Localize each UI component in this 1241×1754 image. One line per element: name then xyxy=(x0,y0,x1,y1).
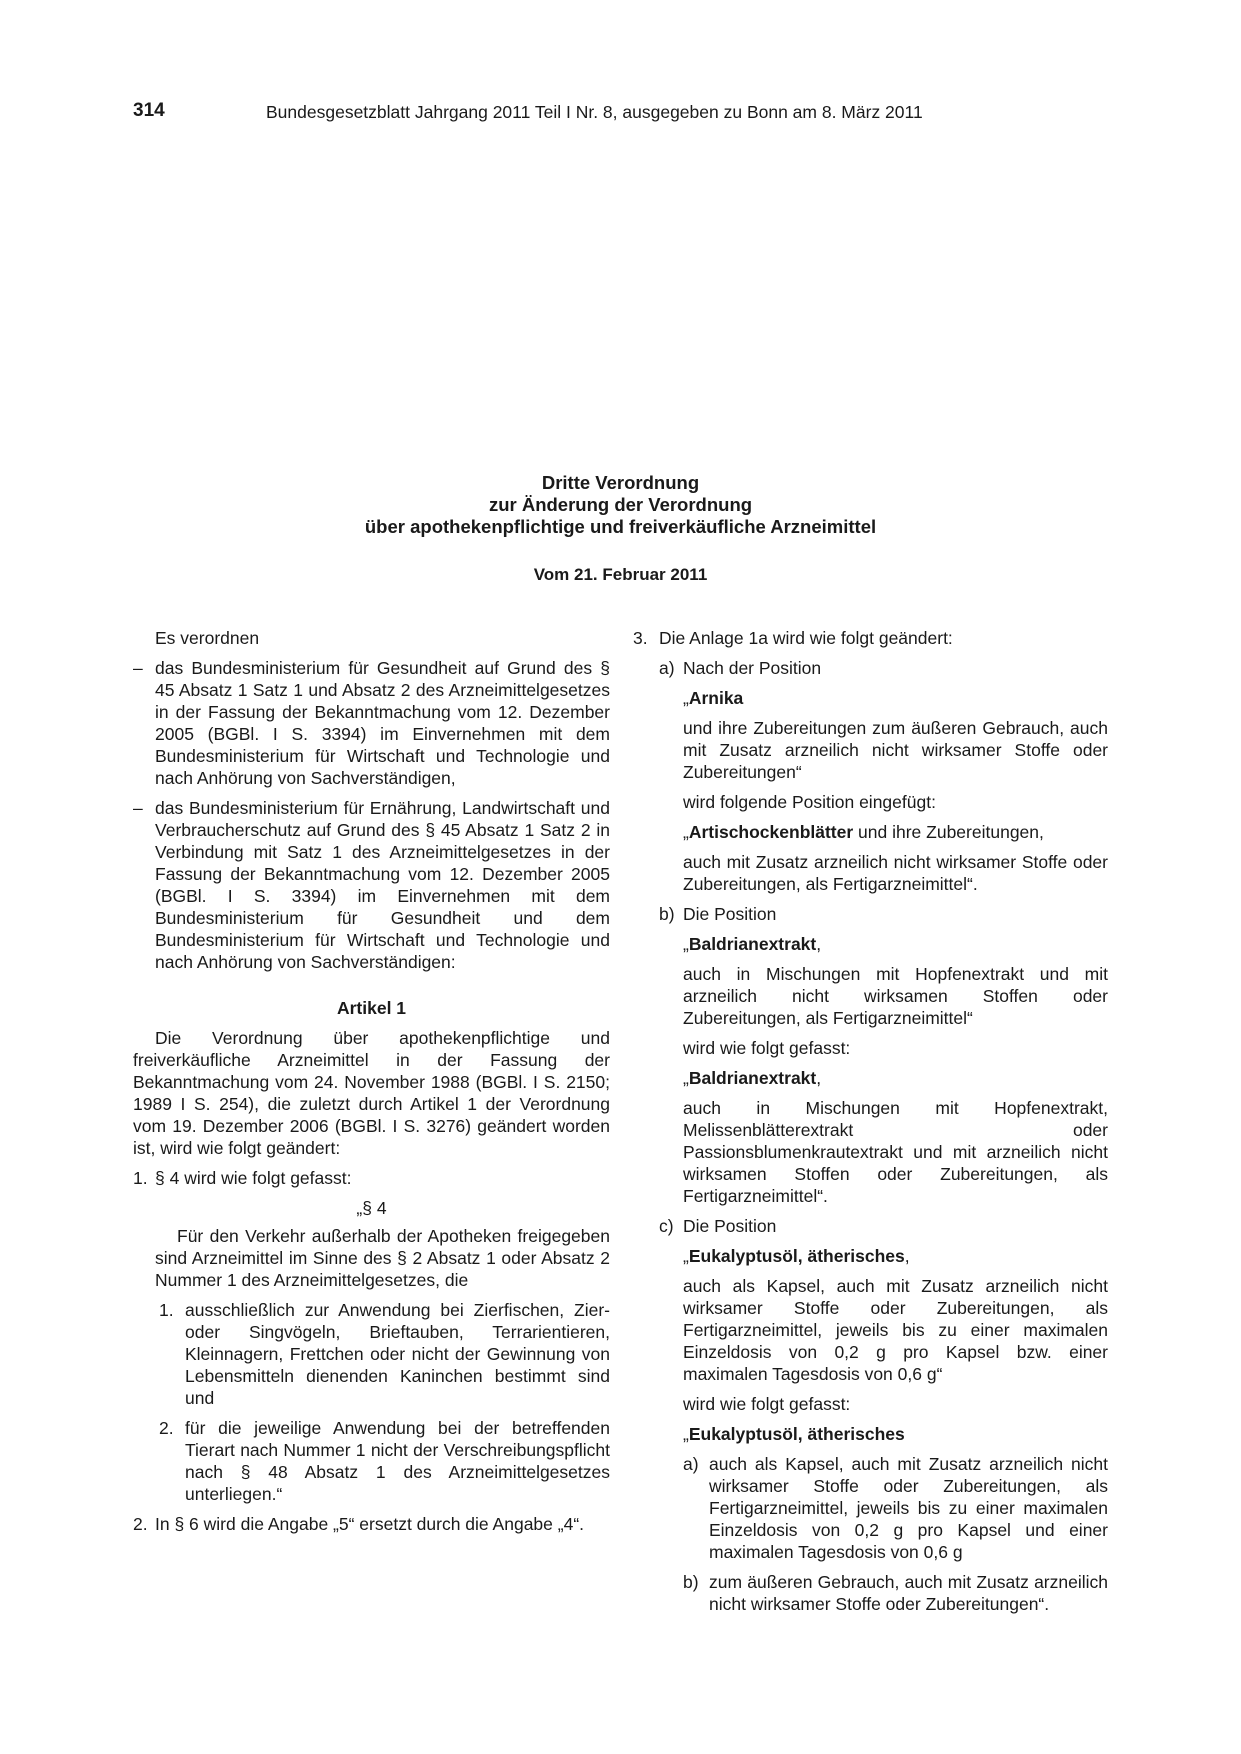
position-heading xyxy=(633,821,1108,843)
item-text: für die jeweilige Anwendung bei der betreffenden Tierart nach Nummer 1 nicht der Verschreibungspflicht nach § 48 Absatz 1 des Arzneimittelgesetzes unterliegen.“ xyxy=(185,1418,610,1504)
position-text: auch mit Zusatz arzneilich nicht wirksamer Stoffe oder Zubereitungen, als Fertigarzneimittel“. xyxy=(683,852,1108,894)
list-item xyxy=(133,797,610,973)
position-heading-rest: und ihre Zubereitungen, xyxy=(853,822,1044,842)
position-heading xyxy=(633,1245,1108,1267)
item-text: Nach der Position xyxy=(683,658,822,678)
position-text: und ihre Zubereitungen zum äußeren Gebrauch, auch mit Zusatz arzneilich nicht wirksamer Stoffe oder Zubereitungen“ xyxy=(683,718,1108,782)
list-item xyxy=(133,1299,610,1409)
instruction-text: wird folgende Position eingefügt: xyxy=(683,792,936,812)
item-letter: a) xyxy=(659,658,675,678)
quote-mark: „ xyxy=(683,688,689,708)
item-text: Die Position xyxy=(683,904,777,924)
item-text: § 4 wird wie folgt gefasst: xyxy=(155,1168,352,1188)
list-item xyxy=(133,1417,610,1505)
item-number: 2. xyxy=(159,1418,174,1438)
paragraph-text: Für den Verkehr außerhalb der Apotheken freigegeben sind Arzneimittel im Sinne des § 2 Absatz 1 oder Absatz 2 Nummer 1 des Arzneimittelgesetzes, die xyxy=(155,1226,610,1290)
instruction-text: wird wie folgt gefasst: xyxy=(683,1394,851,1414)
item-number: 3. xyxy=(633,628,648,648)
list-item xyxy=(633,627,1108,649)
dash-text: das Bundesministerium für Ernährung, Landwirtschaft und Verbraucherschutz auf Grund des § 45 Absatz 1 Satz 2 in Verbindung mit Satz 1 des Arzneimittelgesetzes in der Fassung der Bekanntmachung vom 12. Dezember 2005 (BGBl. I S. 3394) im Einvernehmen mit dem Bundesministerium für Gesundheit und dem Bundesministerium für Wirtschaft und Technologie und nach Anhörung von Sachverständigen: xyxy=(155,798,610,972)
position-name: Arnika xyxy=(688,688,744,708)
quoted-paragraph xyxy=(133,1225,610,1291)
article-heading: Artikel 1 xyxy=(336,998,407,1018)
page-number: 314 xyxy=(133,100,165,121)
item-number: 1. xyxy=(159,1300,174,1320)
intro-text: Es verordnen xyxy=(155,628,260,648)
position-text: auch in Mischungen mit Hopfenextrakt und mit arzneilich nicht wirksamen Stoffen oder Zubereitungen, als Fertigarzneimittel“ xyxy=(683,964,1108,1028)
position-text: auch in Mischungen mit Hopfenextrakt, Melissenblätterextrakt oder Passionsblumenkrautextrakt und mit arzneilich nicht wirksamen Stoffen oder Zubereitungen, als Fertigarzneimittel“. xyxy=(683,1098,1108,1206)
position-text: auch als Kapsel, auch mit Zusatz arzneilich nicht wirksamer Stoffe oder Zubereitungen, als Fertigarzneimittel, jeweils bis zu einer maximalen Einzeldosis von 0,2 g pro Kapsel bzw. einer maximalen Tagesdosis von 0,6 g“ xyxy=(683,1276,1108,1384)
paragraph-symbol: „§ 4 xyxy=(356,1198,387,1218)
position-name: Baldrianextrakt xyxy=(688,934,817,954)
comma: , xyxy=(816,934,822,954)
position-name: Baldrianextrakt xyxy=(688,1068,817,1088)
left-column xyxy=(133,627,610,1543)
item-text: Die Anlage 1a wird wie folgt geändert: xyxy=(659,628,953,648)
document-date: Vom 21. Februar 2011 xyxy=(533,565,708,584)
instruction-text: wird wie folgt gefasst: xyxy=(683,1038,851,1058)
quote-mark: „ xyxy=(683,1424,689,1444)
list-item xyxy=(633,1453,1108,1563)
position-heading xyxy=(633,933,1108,955)
list-item xyxy=(633,657,1108,679)
quote-mark: „ xyxy=(683,822,689,842)
comma: , xyxy=(904,1246,910,1266)
list-item xyxy=(633,1215,1108,1237)
item-text: Die Position xyxy=(683,1216,777,1236)
dash-mark: – xyxy=(133,658,143,678)
title-line-3: über apothekenpflichtige und freiverkäufliche Arzneimittel xyxy=(364,516,877,537)
item-letter: b) xyxy=(683,1572,699,1592)
document-title xyxy=(0,472,1241,538)
position-heading xyxy=(633,687,1108,709)
dash-text: das Bundesministerium für Gesundheit auf Grund des § 45 Absatz 1 Satz 1 und Absatz 2 des Arzneimittelgesetzes in der Fassung der Bekanntmachung vom 12. Dezember 2005 (BGBl. I S. 3394) im Einvernehmen mit dem Bundesministerium für Wirtschaft und Technologie und nach Anhörung von Sachverständigen, xyxy=(155,658,610,788)
title-line-2: zur Änderung der Verordnung xyxy=(488,494,753,515)
position-heading xyxy=(633,1423,1108,1445)
comma: , xyxy=(816,1068,822,1088)
right-column xyxy=(633,627,1108,1623)
item-text: In § 6 wird die Angabe „5“ ersetzt durch die Angabe „4“. xyxy=(155,1514,585,1534)
article-intro: Die Verordnung über apothekenpflichtige und freiverkäufliche Arzneimittel in der Fassung der Bekanntmachung vom 24. November 1988 (BGBl. I S. 2150; 1989 I S. 254), die zuletzt durch Artikel 1 der Verordnung vom 19. Dezember 2006 (BGBl. I S. 3276) geändert worden ist, wird wie folgt geändert: xyxy=(133,1028,610,1158)
dash-mark: – xyxy=(133,798,143,818)
quote-mark: „ xyxy=(683,1068,689,1088)
item-letter: c) xyxy=(659,1216,674,1236)
position-name: Artischockenblätter xyxy=(688,822,854,842)
item-letter: b) xyxy=(659,904,675,924)
running-head: Bundesgesetzblatt Jahrgang 2011 Teil I Nr. 8, ausgegeben zu Bonn am 8. März 2011 xyxy=(266,102,923,122)
list-item xyxy=(133,1513,610,1535)
item-letter: a) xyxy=(683,1454,699,1474)
quote-mark: „ xyxy=(683,934,689,954)
item-text: ausschließlich zur Anwendung bei Zierfischen, Zier- oder Singvögeln, Brieftauben, Terrarientieren, Kleinnagern, Frettchen oder nicht der Gewinnung von Lebensmitteln dienenden Kaninchen bestimmt sind und xyxy=(185,1300,610,1408)
item-number: 2. xyxy=(133,1514,148,1534)
list-item xyxy=(133,1167,610,1189)
item-number: 1. xyxy=(133,1168,148,1188)
quote-mark: „ xyxy=(683,1246,689,1266)
position-name: Eukalyptusöl, ätherisches xyxy=(688,1246,905,1266)
position-name: Eukalyptusöl, ätherisches xyxy=(688,1424,905,1444)
list-item xyxy=(133,657,610,789)
item-text: zum äußeren Gebrauch, auch mit Zusatz arzneilich nicht wirksamer Stoffe oder Zubereitungen“. xyxy=(709,1572,1108,1614)
list-item xyxy=(633,903,1108,925)
title-line-1: Dritte Verordnung xyxy=(541,472,700,493)
list-item xyxy=(633,1571,1108,1615)
position-heading xyxy=(633,1067,1108,1089)
item-text: auch als Kapsel, auch mit Zusatz arzneilich nicht wirksamer Stoffe oder Zubereitungen, als Fertigarzneimittel, jeweils bis zu einer maximalen Einzeldosis von 0,2 g pro Kapsel und einer maximalen Tagesdosis von 0,6 g xyxy=(709,1454,1108,1562)
